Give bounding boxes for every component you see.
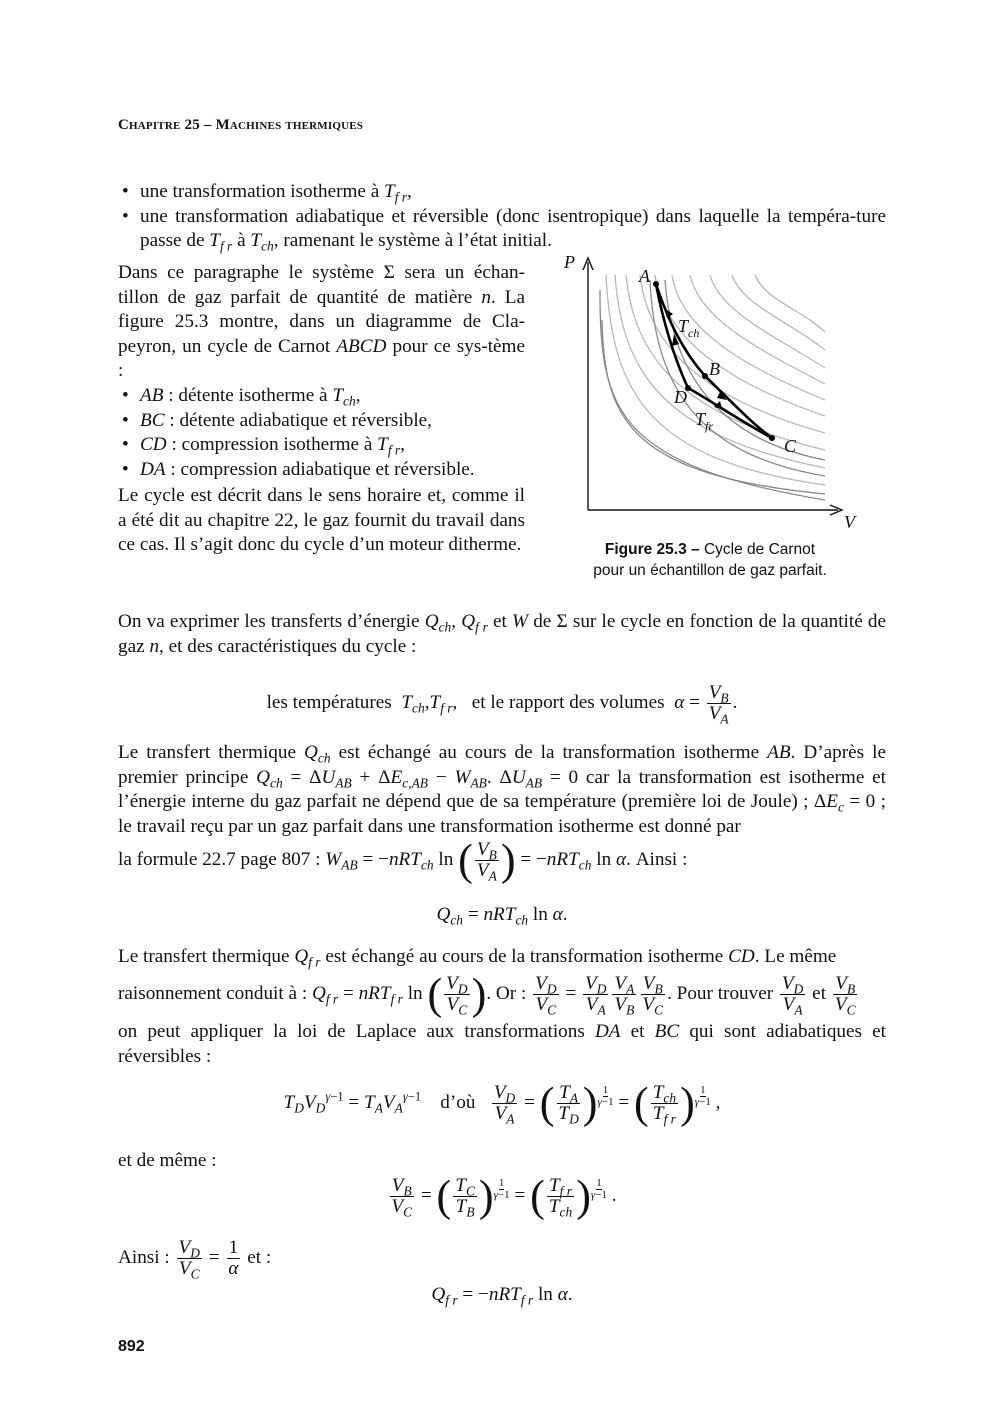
- equation-laplace-da: $T_DV_D^{\gamma-1} = T_AV_A^{\gamma-1}$ d’où $\frac{V_D}{V_A}$ = ( $\frac{T_A}{T_D}$ ) $\frac{1}{\gamma-1}$ = ( $\frac{T_{ch}}{T_{f r}}$ ) $\frac{1}{\gamma-1}$ ,: [283, 1078, 721, 1128]
- eq-temps-text-b: et le rapport des volumes: [471, 691, 665, 713]
- step-da: • DA : compression adiabatique et réversible.: [118, 458, 525, 483]
- point-c-dot: [769, 435, 775, 441]
- qch-paragraph: Le transfert thermique $Q_{ch}$ est échangé au cours de la transformation isotherme AB. D’après le premier principe $Q_{ch} = \Delta U_{AB} + \Delta E_{c,AB} - W_{AB}$. $\Delta U_{AB} = 0$ car la transformation est isotherme et l’énergie interne du gaz parfait ne dépend que de sa température (première loi de Joule) ; $\Delta E_c = 0$ ; le travail reçu par un gaz parfait dans une transformation isotherme est donné par: [118, 742, 887, 837]
- eq-temps-text-a: les températures: [266, 691, 392, 713]
- bullet-adiabatique: • une transformation adiabatique et réversible (donc isentropique) dans laquelle la tempéra-ture passe de $T_{f r}$ à $T_{ch}$, ramenant le système à l’état initial.: [118, 205, 886, 254]
- equation-qfr: $Q_{f r} = -nRT_{f r}$ ln α.: [431, 1284, 573, 1308]
- chapter-header: Chapitre 25 – Machines thermiques: [118, 117, 364, 133]
- step-cd: • CD : compression isotherme à $T_{f r}$,: [118, 433, 525, 458]
- tch-label: $T_{ch}$: [678, 316, 700, 340]
- top-bullet-list: [118, 180, 886, 254]
- ainsi-line: Ainsi : $\frac{V_D}{V_C}$ = $\frac{1}{\alpha}$ et :: [118, 1237, 272, 1282]
- eq-dou-text: d’où: [440, 1091, 476, 1113]
- cycle-paragraph: Le cycle est décrit dans le sens horaire et, comme il a été dit au chapitre 22, le gaz fournit du travail dans ce cas. Il s’agit donc du cycle d’un moteur ditherme.: [118, 485, 525, 555]
- caption-text: Cycle de Carnot pour un échantillon de gaz parfait.: [593, 541, 827, 579]
- ainsi-et: et :: [247, 1246, 272, 1268]
- page-number: 892: [118, 1338, 145, 1355]
- axis-v-label: V: [844, 512, 855, 532]
- step-bc: • BC : détente adiabatique et réversible,: [118, 409, 525, 434]
- bullet-isotherme: • une transformation isotherme à $T_{f r}$,: [118, 180, 886, 205]
- transfers-paragraph: On va exprimer les transferts d’énergie $Q_{ch}$, $Q_{f r}$ et W de Σ sur le cycle en fonction de la quantité de gaz n, et des caractéristiques du cycle :: [118, 611, 887, 657]
- point-a-label: A: [639, 266, 650, 286]
- figure-caption: [590, 539, 830, 581]
- point-a-dot: [653, 281, 659, 287]
- point-b-dot: [702, 373, 708, 379]
- point-b-label: B: [709, 359, 720, 379]
- qfr-paragraph-line1: Le transfert thermique $Q_{f r}$ est échangé au cours de la transformation isotherme CD. Le même: [118, 946, 837, 970]
- et-de-meme: et de même :: [118, 1150, 217, 1171]
- clapeyron-diagram: [560, 250, 860, 540]
- qfr-paragraph-line2: raisonnement conduit à : $Q_{f r} = nRT_{f r}$ ln ( $\frac{V_D}{V_C}$ ). Or : $\frac{V_D}{V_C}$ = $\frac{V_D}{V_A}$ $\frac{V_A}{V_B}$ $\frac{V_B}{V_C}$ . Pour trouver $\frac{V_D}{V_A}$ et $\frac{V_B}{V_C}$: [118, 969, 856, 1019]
- equation-temperatures: les températures $T_{ch},T_{f r}$, et le rapport des volumes α = $\frac{V_B}{V_A}$ .: [266, 682, 738, 727]
- equation-laplace-bc: $\frac{V_B}{V_C}$ = ( $\frac{T_C}{T_B}$ ) $\frac{1}{\gamma-1}$ = ( $\frac{T_{f r}}{T_{ch}}$ ) $\frac{1}{\gamma-1}$ .: [391, 1171, 617, 1221]
- point-c-label: C: [784, 436, 797, 456]
- intro-paragraph: Dans ce paragraphe le système Σ sera un échan-tillon de gaz parfait de quantité de matière n. La figure 25.3 montre, dans un diagramme de Cla-peyron, un cycle de Carnot ABCD pour ce sys-tème :: [118, 262, 525, 381]
- qfr-text-d: et: [812, 982, 827, 1004]
- point-d-label: D: [674, 387, 687, 407]
- caption-number: Figure 25.3 –: [604, 541, 700, 558]
- formula-line: la formule 22.7 page 807 : $W_{AB} = -nRT_{ch}$ ln ( $\frac{V_B}{V_A}$ ) = −nRT$_{ch}$ ln α. Ainsi :: [118, 835, 688, 885]
- axis-p-label: P: [564, 252, 575, 272]
- qfr-text-b: Or :: [495, 982, 527, 1004]
- qfr-text-c: Pour trouver: [676, 982, 774, 1004]
- equation-qch: $Q_{ch} = nRT_{ch}$ ln α.: [436, 904, 568, 928]
- qfr-text-a: raisonnement conduit à :: [118, 982, 308, 1004]
- ainsi-label: Ainsi :: [118, 1246, 170, 1268]
- cycle-steps-list: [118, 384, 525, 482]
- formula-line-pre: la formule 22.7 page 807 :: [118, 848, 321, 870]
- step-ab: • AB : détente isotherme à $T_{ch}$,: [118, 384, 525, 409]
- qfr-paragraph-line3: on peut appliquer la loi de Laplace aux transformations DA et BC qui sont adiabatiques et réversibles :: [118, 1021, 886, 1067]
- formula-line-post: Ainsi :: [635, 848, 688, 870]
- tfr-label: $T_{fr}$: [695, 409, 714, 433]
